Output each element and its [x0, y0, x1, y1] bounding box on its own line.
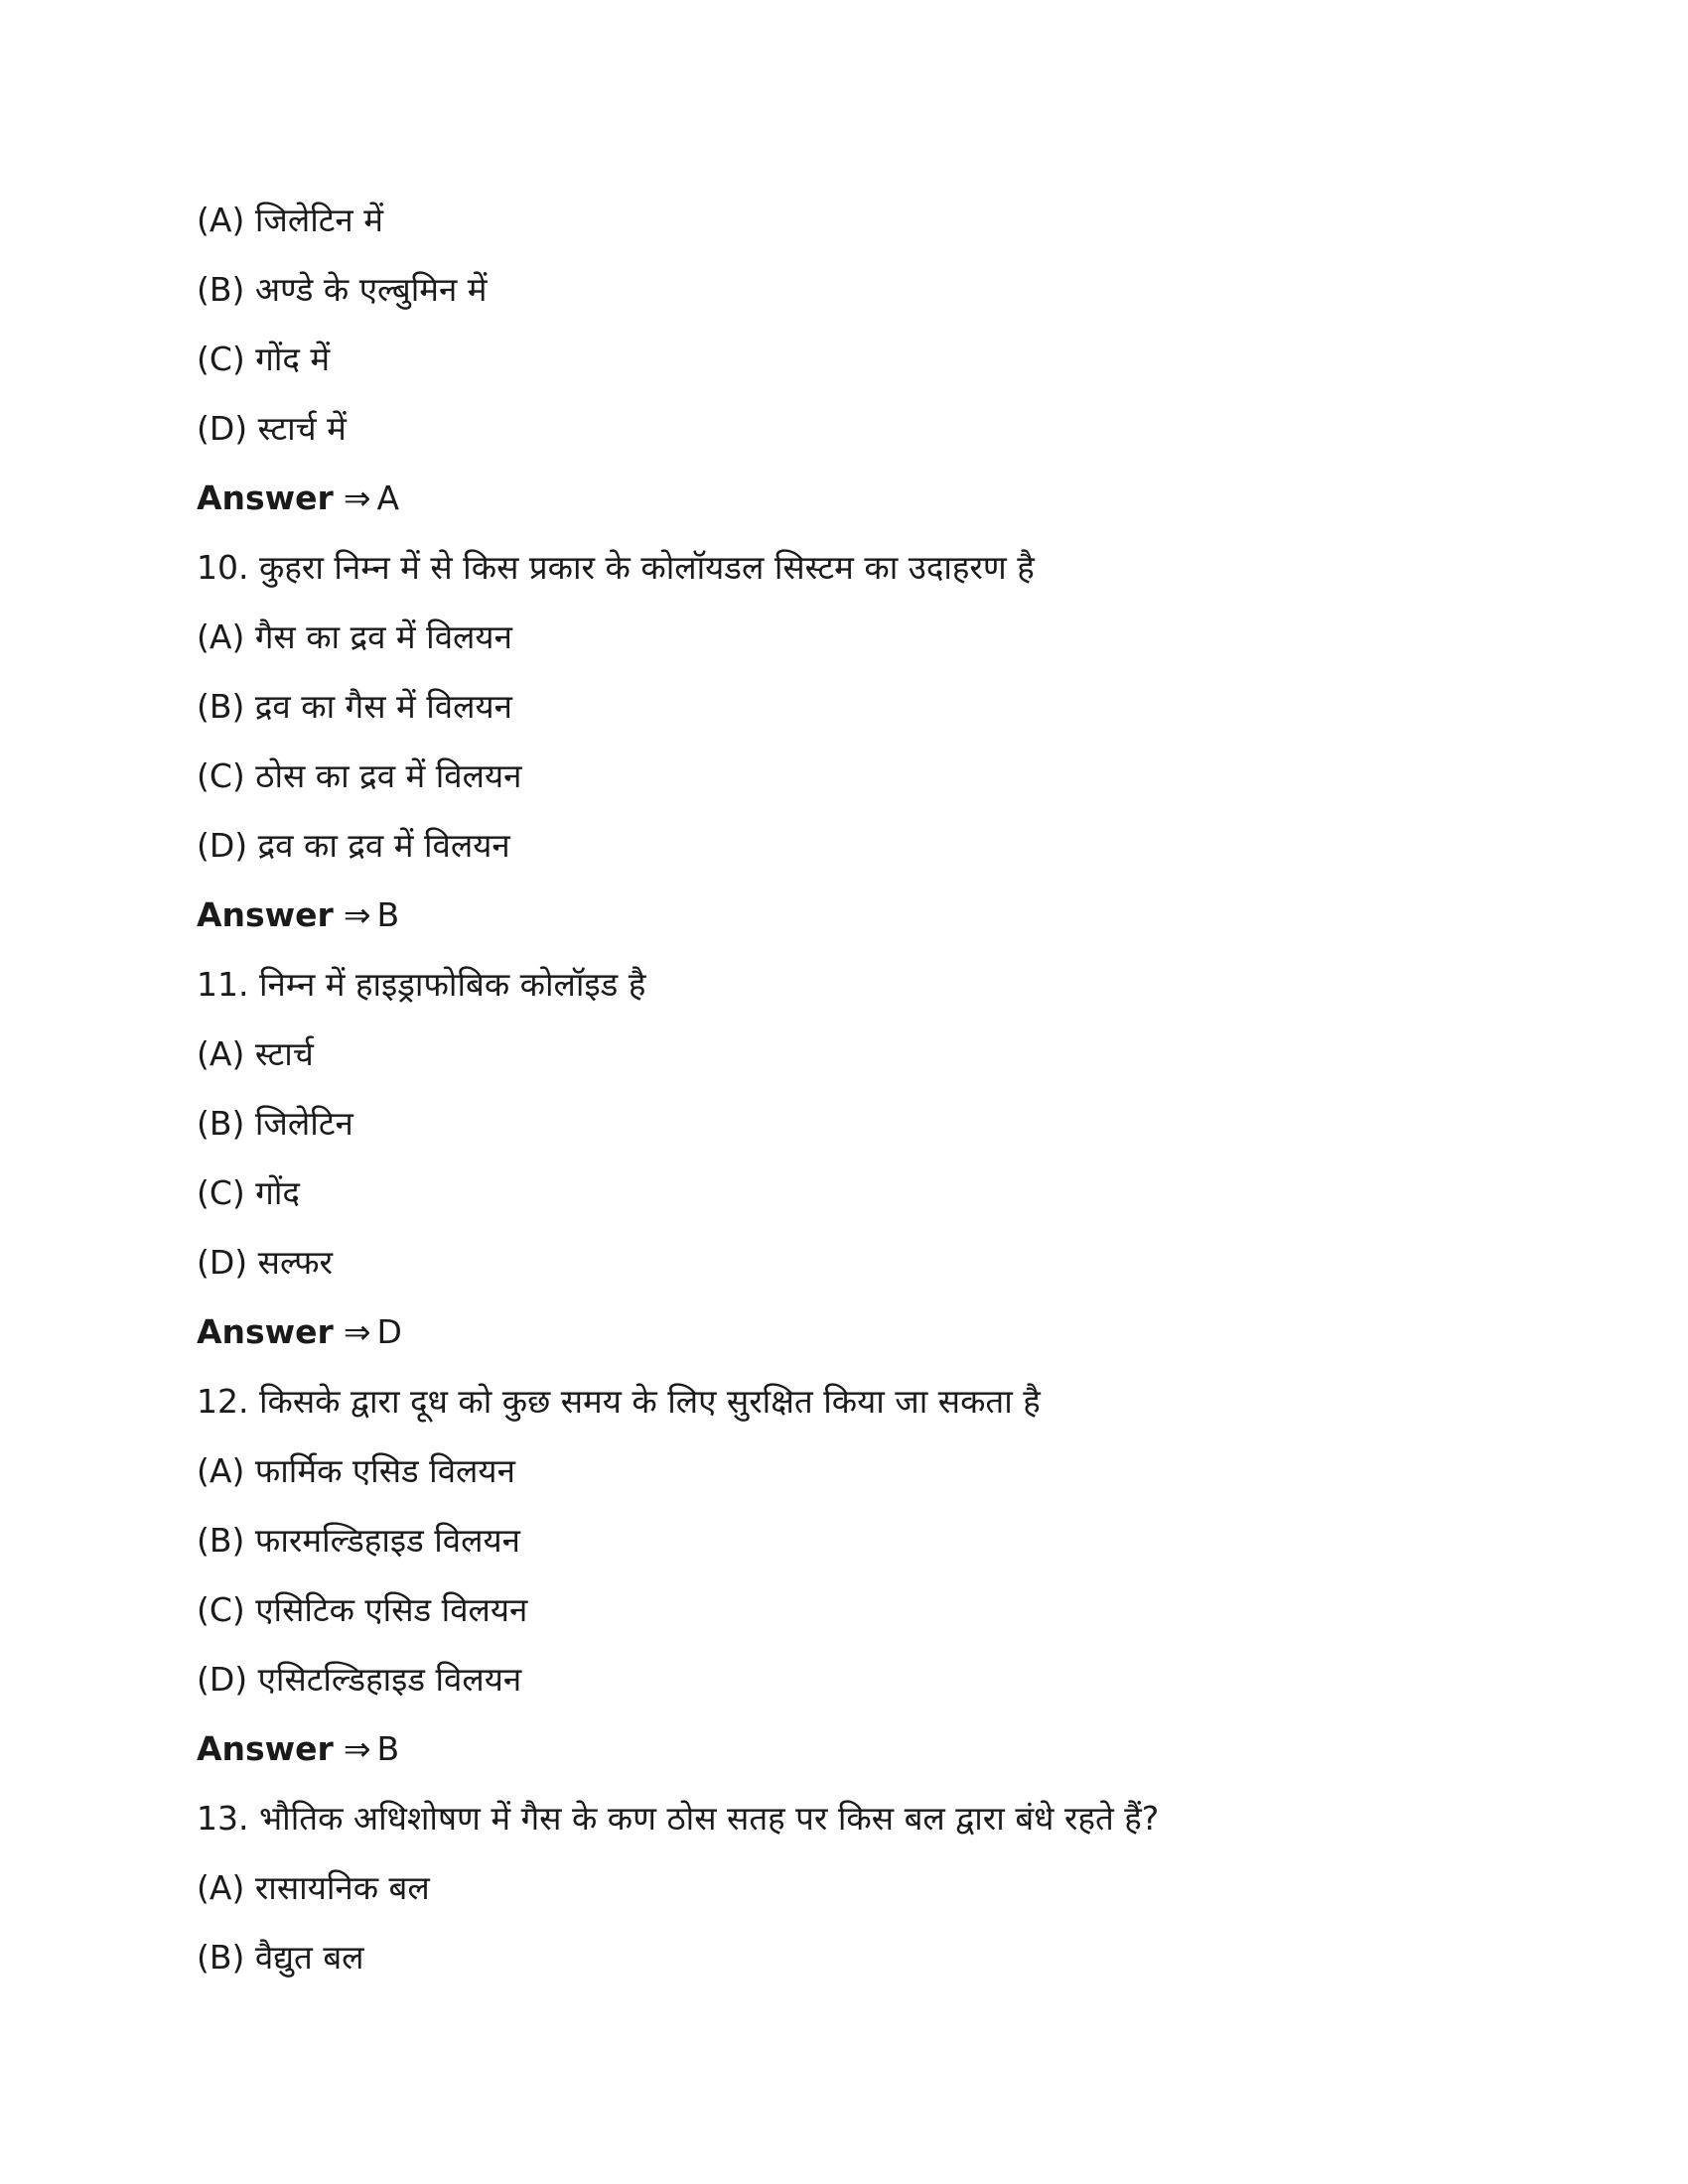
q11-question: 11. निम्न में हाइड्राफोबिक कोलॉइड है: [197, 965, 646, 1004]
q12-question: 12. किसके द्वारा दूध को कुछ समय के लिए सुरक्षित किया जा सकता है: [197, 1382, 1041, 1421]
q9-option-c: (C) गोंद में: [197, 340, 331, 378]
answer-label: Answer: [197, 1312, 334, 1351]
q12-option-b: (B) फारमल्डिहाइड विलयन: [197, 1521, 520, 1560]
answer-arrow: ⇒: [343, 1312, 371, 1351]
q10-answer: [197, 891, 1487, 961]
q12-answer: [197, 1725, 1487, 1795]
answer-arrow: ⇒: [343, 1729, 371, 1768]
q9-option-a: (A) जिलेटिन में: [197, 201, 383, 239]
q10-option-b: (B) द्रव का गैस में विलयन: [197, 687, 512, 726]
q9-option-d: (D) स्टार्च में: [197, 409, 347, 448]
answer-arrow: ⇒: [343, 895, 371, 934]
answer-label: Answer: [197, 478, 334, 517]
answer-arrow: ⇒: [343, 478, 371, 517]
q9-option-b: (B) अण्डे के एल्बुमिन में: [197, 270, 488, 309]
q11-option-c: (C) गोंद: [197, 1173, 300, 1212]
q11-answer: [197, 1308, 1487, 1378]
q10-option-c: (C) ठोस का द्रव में विलयन: [197, 756, 522, 795]
answer-label: Answer: [197, 1729, 334, 1768]
q13-option-b: (B) वैद्युत बल: [197, 1938, 364, 1977]
q12-option-d: (D) एसिटल्डिहाइड विलयन: [197, 1660, 522, 1699]
answer-value: D: [376, 1312, 402, 1351]
q12-option-c: (C) एसिटिक एसिड विलयन: [197, 1590, 528, 1629]
q11-option-a: (A) स्टार्च: [197, 1034, 314, 1073]
q9-answer: [197, 475, 1487, 544]
q13-question: 13. भौतिक अधिशोषण में गैस के कण ठोस सतह पर किस बल द्वारा बंधे रहते हैं?: [197, 1799, 1160, 1838]
q10-option-a: (A) गैस का द्रव में विलयन: [197, 617, 512, 656]
answer-value: B: [376, 895, 400, 934]
q11-option-b: (B) जिलेटिन: [197, 1104, 353, 1143]
q13-option-a: (A) रासायनिक बल: [197, 1868, 430, 1907]
q10-question: 10. कुहरा निम्न में से किस प्रकार के कोलॉयडल सिस्टम का उदाहरण है: [197, 548, 1035, 587]
answer-value: B: [376, 1729, 400, 1768]
answer-label: Answer: [197, 895, 334, 934]
q11-option-d: (D) सल्फर: [197, 1243, 334, 1282]
answer-value: A: [376, 478, 400, 517]
question-list: [197, 197, 1487, 2003]
q10-option-d: (D) द्रव का द्रव में विलयन: [197, 826, 510, 865]
q12-option-a: (A) फार्मिक एसिड विलयन: [197, 1451, 515, 1490]
